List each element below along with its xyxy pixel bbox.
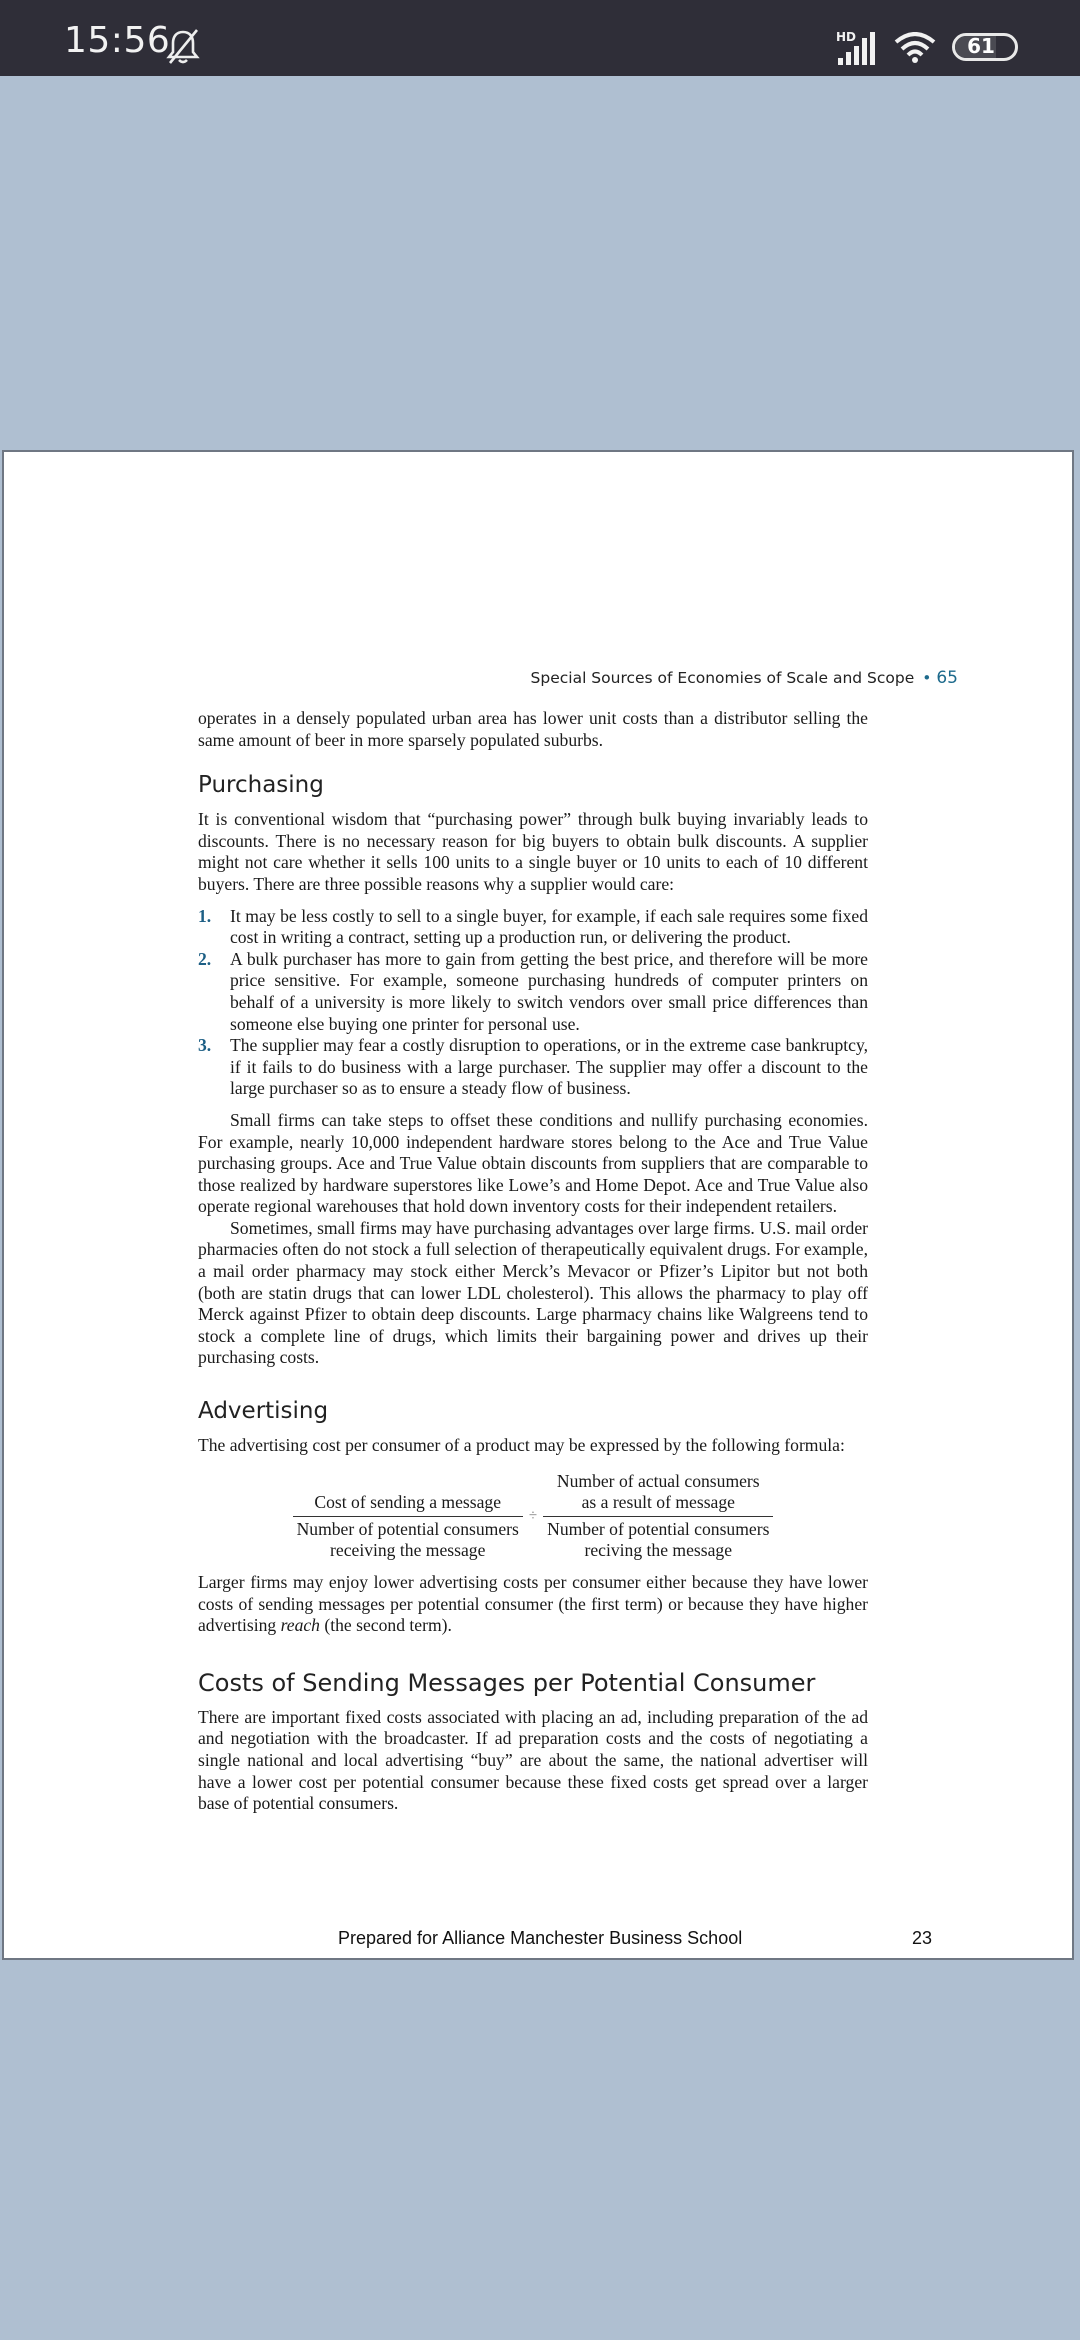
footer-page-number: 23 <box>912 1928 933 1948</box>
list-item <box>198 949 868 1035</box>
battery-icon <box>952 33 1018 61</box>
advertising-after-paragraph <box>198 1572 868 1637</box>
formula-text: Number of potential consumers <box>296 1518 519 1539</box>
heading-advertising: Advertising <box>198 1398 329 1425</box>
list-number: 3. <box>198 1035 212 1056</box>
footer-prepared-for: Prepared for Alliance Manchester Business School <box>338 1928 743 1948</box>
sometimes-paragraph: Sometimes, small firms may have purchasing advantages over large firms. U.S. mail order pharmacies often do not stock a full selection of therapeutically equivalent drugs. For example, a mail order pharmacy may stock either Merck’s Mevacor or Pfizer’s Lipitor but not both (both are statin drugs that can lower LDL cholesterol). This allows the pharmacy to play off Merck against Pfizer to obtain deep discounts. Large pharmacy chains like Walgreens tend to stock a complete line of drugs, which limits their bargaining power and drives up their purchasing costs. <box>198 1217 868 1368</box>
purchasing-paragraph: It is conventional wisdom that “purchasing power” through bulk buying invariably leads to discounts. There is no necessary reason for big buyers to obtain bulk discounts. A supplier might not care whether it sells 100 units to a single buyer or 10 units to each of 10 different buyers. There are three possible reasons why a supplier would care: <box>198 809 868 894</box>
reasons-list <box>198 906 868 1100</box>
formula-text: reciving the message <box>584 1540 733 1561</box>
heading-purchasing: Purchasing <box>198 772 324 799</box>
text-span: (the second term). <box>319 1615 452 1636</box>
list-text: The supplier may fear a costly disruption to operations, or in the extreme case bankruptcy, if it fails to do business with a large purchaser. The supplier may offer a discount to the large purchaser so as to ensure a steady flow of business. <box>230 1035 868 1099</box>
battery-level: 61 <box>967 34 995 58</box>
formula-text: receiving the message <box>330 1540 486 1561</box>
page-content <box>198 708 868 1815</box>
divide-operator: ÷ <box>528 1507 538 1524</box>
list-item <box>198 1035 868 1100</box>
formula-right-fraction <box>543 1471 773 1562</box>
emphasis-reach: reach <box>280 1615 320 1636</box>
list-text: It may be less costly to sell to a single buyer, for example, if each sale requires some fixed cost in writing a contract, setting up a production run, or delivering the product. <box>230 905 868 948</box>
status-time: 15:56 <box>64 20 171 61</box>
formula-text: Cost of sending a message <box>314 1492 502 1513</box>
bell-off-icon <box>166 28 200 66</box>
wifi-icon <box>894 32 936 64</box>
advertising-formula <box>198 1471 868 1562</box>
small-firms-paragraph: Small firms can take steps to offset these conditions and nullify purchasing economies. For example, nearly 10,000 independent hardware stores belong to the Ace and True Value purchasing groups. Ace and True Value obtain discounts from suppliers that are comparable to those realized by hardware superstores like Lowe’s and Home Depot. Ace and True Value also operate regional warehouses that hold down inventory costs for their independent retailers. <box>198 1109 868 1217</box>
svg-text:HD: HD <box>836 30 857 44</box>
formula-left-denominator <box>293 1517 523 1562</box>
list-text: A bulk purchaser has more to gain from getting the best price, and therefore will be more price sensitive. For example, someone purchasing hundreds of computer printers on behalf of a university is more likely to switch vendors over small price differences than someone else buying one printer for personal use. <box>230 948 868 1034</box>
document-page[interactable] <box>2 450 1074 1960</box>
running-head-title: Special Sources of Economies of Scale and Scope <box>530 669 915 687</box>
list-number: 1. <box>198 905 212 926</box>
status-bar <box>0 0 1080 76</box>
text-span: Larger firms may enjoy lower advertising costs per consumer either because they have lower costs of sending messages per potential consumer (the first term) or because they have higher advertising <box>198 1572 868 1636</box>
formula-right-numerator <box>543 1471 773 1517</box>
formula-text: as a result of message <box>581 1492 735 1513</box>
formula-right-denominator <box>543 1517 773 1562</box>
formula-text: Number of actual consumers <box>556 1470 760 1491</box>
list-number: 2. <box>198 948 212 969</box>
intro-paragraph: operates in a densely populated urban area has lower unit costs than a distributor selling the same amount of beer in more sparsely populated suburbs. <box>198 708 868 750</box>
running-head-bullet: • <box>922 669 932 687</box>
formula-text: Number of potential consumers <box>547 1518 770 1539</box>
formula-left-numerator <box>293 1471 523 1517</box>
list-item <box>198 906 868 949</box>
heading-costs-of-sending: Costs of Sending Messages per Potential Consumer <box>198 1668 816 1697</box>
book-page-number: 65 <box>936 668 958 688</box>
formula-left-fraction <box>293 1471 523 1562</box>
hd-signal-icon <box>836 30 880 66</box>
costs-paragraph: There are important fixed costs associated with placing an ad, including preparation of the ad and negotiation with the broadcaster. If ad preparation costs and the costs of negotiating a single national and local advertising “buy” are about the same, the national advertiser will have a lower cost per potential consumer because these fixed costs get spread over a larger base of potential consumers. <box>198 1706 868 1814</box>
advertising-intro: The advertising cost per consumer of a product may be expressed by the following formula: <box>198 1435 845 1456</box>
running-head <box>4 668 958 688</box>
